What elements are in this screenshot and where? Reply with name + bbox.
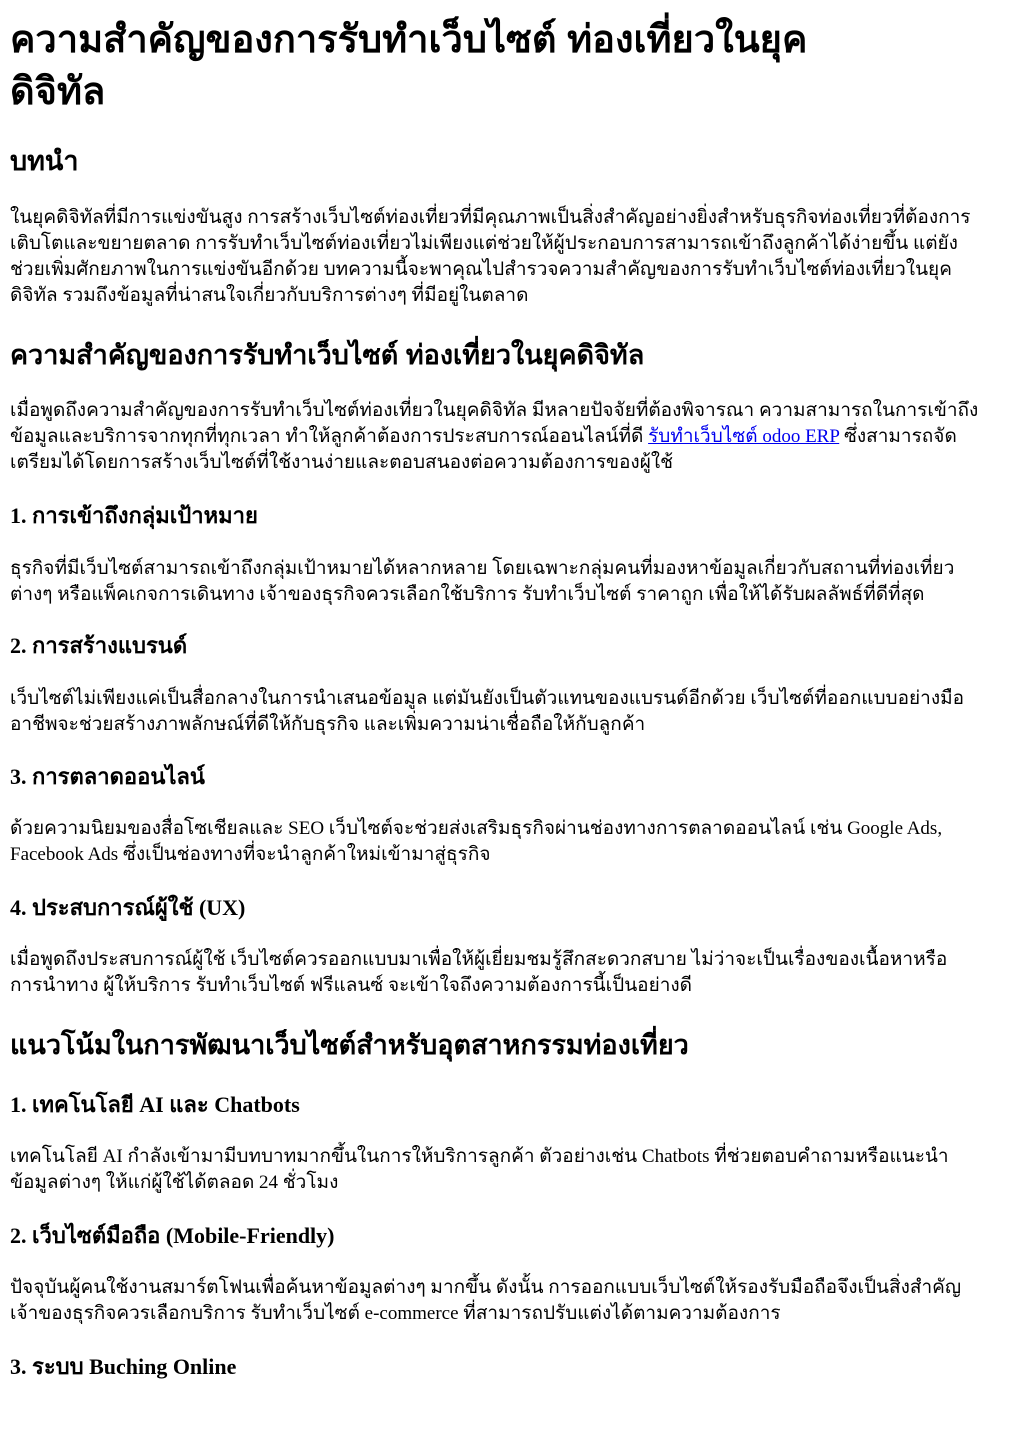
title-line: ความสำคัญของการรับทำเว็บไซต์ ท่องเที่ยวในยุค <box>10 19 808 61</box>
section-heading: 3. การตลาดออนไลน์ <box>10 764 205 789</box>
section-heading: 3. ระบบ Buching Online <box>10 1354 237 1379</box>
text-line: เติบโตและขยายตลาด การรับทำเว็บไซต์ท่องเที่ยวไม่เพียงแต่ช่วยให้ผู้ประกอบการสามารถเข้าถึงลูกค้าได้ง่ายขึ้น แต่ยัง <box>10 233 958 254</box>
text-line: ดิจิทัล รวมถึงข้อมูลที่น่าสนใจเกี่ยวกับบริการต่างๆ ที่มีอยู่ในตลาด <box>10 285 529 306</box>
section-heading: 1. การเข้าถึงกลุ่มเป้าหมาย <box>10 503 258 528</box>
section-heading: 2. การสร้างแบรนด์ <box>10 633 188 658</box>
text-line: เตรียมได้โดยการสร้างเว็บไซต์ที่ใช้งานง่ายและตอบสนองต่อความต้องการของผู้ใช้ <box>10 452 674 473</box>
text-line: ข้อมูลต่างๆ ให้แก่ผู้ใช้ได้ตลอด 24 ชั่วโมง <box>10 1172 339 1193</box>
text-line: ปัจจุบันผู้คนใช้งานสมาร์ตโฟนเพื่อค้นหาข้อมูลต่างๆ มากขึ้น ดังนั้น การออกแบบเว็บไซต์ให้รองรับมือถือจึงเป็นสิ่งสำคัญ <box>10 1277 962 1298</box>
section-heading: 2. เว็บไซต์มือถือ (Mobile-Friendly) <box>10 1223 335 1248</box>
text-line: ในยุคดิจิทัลที่มีการแข่งขันสูง การสร้างเว็บไซต์ท่องเที่ยวที่มีคุณภาพเป็นสิ่งสำคัญอย่างยิ่งสำหรับธุรกิจท่องเที่ยวที่ต้องการ <box>10 207 971 228</box>
text-line: การนำทาง ผู้ให้บริการ รับทำเว็บไซต์ ฟรีแลนซ์ จะเข้าใจถึงความต้องการนี้เป็นอย่างดี <box>10 975 693 996</box>
intro-paragraph <box>10 205 971 309</box>
text-line: เจ้าของธุรกิจควรเลือกบริการ รับทำเว็บไซต์ e-commerce ที่สามารถปรับแต่งได้ตามความต้องการ <box>10 1303 781 1324</box>
importance-heading: ความสำคัญของการรับทำเว็บไซต์ ท่องเที่ยวในยุคดิจิทัล <box>10 340 645 370</box>
text-line: Facebook Ads ซึ่งเป็นช่องทางที่จะนำลูกค้าใหม่เข้ามาสู่ธุรกิจ <box>10 844 491 865</box>
text-line: ธุรกิจที่มีเว็บไซต์สามารถเข้าถึงกลุ่มเป้าหมายได้หลากหลาย โดยเฉพาะกลุ่มคนที่มองหาข้อมูลเกี่ยวกับสถานที่ท่องเที่ยว <box>10 558 955 579</box>
text-line <box>10 424 978 450</box>
text: ซึ่งสามารถจัด <box>839 426 957 447</box>
section-paragraph <box>10 816 942 868</box>
section-paragraph <box>10 1275 961 1327</box>
intro-heading: บทนำ <box>10 146 79 176</box>
text-line: ต่างๆ หรือแพ็คเกจการเดินทาง เจ้าของธุรกิจควรเลือกใช้บริการ รับทำเว็บไซต์ ราคาถูก เพื่อให้ได้รับผลลัพธ์ที่ดีที่สุด <box>10 584 925 605</box>
section-heading: 1. เทคโนโลยี AI และ Chatbots <box>10 1092 300 1117</box>
title-line: ดิจิทัล <box>10 71 106 113</box>
trends-heading: แนวโน้มในการพัฒนาเว็บไซต์สำหรับอุตสาหกรรมท่องเที่ยว <box>10 1030 689 1060</box>
text: ข้อมูลและบริการจากทุกที่ทุกเวลา ทำให้ลูกค้าต้องการประสบการณ์ออนไลน์ที่ดี <box>10 426 649 447</box>
section-heading: 4. ประสบการณ์ผู้ใช้ (UX) <box>10 895 246 920</box>
section-paragraph <box>10 556 954 608</box>
text-line: อาชีพจะช่วยสร้างภาพลักษณ์ที่ดีให้กับธุรกิจ และเพิ่มความน่าเชื่อถือให้กับลูกค้า <box>10 714 646 735</box>
text-line: เทคโนโลยี AI กำลังเข้ามามีบทบาทมากขึ้นในการให้บริการลูกค้า ตัวอย่างเช่น Chatbots ที่ช่วยตอบคำถามหรือแนะนำ <box>10 1146 949 1167</box>
section-paragraph <box>10 1144 949 1196</box>
text-line: เมื่อพูดถึงความสำคัญของการรับทำเว็บไซต์ท่องเที่ยวในยุคดิจิทัล มีหลายปัจจัยที่ต้องพิจารณา ความสามารถในการเข้าถึง <box>10 400 979 421</box>
section-paragraph <box>10 686 964 738</box>
text-line: ช่วยเพิ่มศักยภาพในการแข่งขันอีกด้วย บทความนี้จะพาคุณไปสำรวจความสำคัญของการรับทำเว็บไซต์ท่องเที่ยวในยุค <box>10 259 952 280</box>
text-line: เว็บไซต์ไม่เพียงแค่เป็นสื่อกลางในการนำเสนอข้อมูล แต่มันยังเป็นตัวแทนของแบรนด์อีกด้วย เว็บไซต์ที่ออกแบบอย่างมือ <box>10 688 965 709</box>
odoo-erp-link[interactable]: รับทำเว็บไซต์ odoo ERP <box>648 426 840 447</box>
importance-paragraph <box>10 398 978 476</box>
text-line: เมื่อพูดถึงประสบการณ์ผู้ใช้ เว็บไซต์ควรออกแบบมาเพื่อให้ผู้เยี่ยมชมรู้สึกสะดวกสบาย ไม่ว่าจะเป็นเรื่องของเนื้อหาหรือ <box>10 949 948 970</box>
page-title <box>10 14 807 118</box>
section-paragraph <box>10 947 947 999</box>
text-line: ด้วยความนิยมของสื่อโซเชียลและ SEO เว็บไซต์จะช่วยส่งเสริมธุรกิจผ่านช่องทางการตลาดออนไลน์ เช่น Google Ads, <box>10 818 943 839</box>
